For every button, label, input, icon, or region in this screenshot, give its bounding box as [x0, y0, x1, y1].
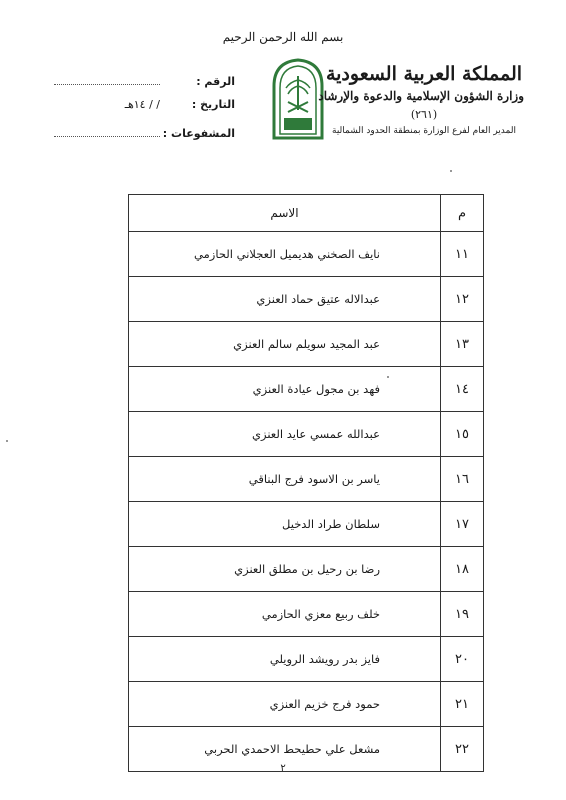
row-number: ١٧	[441, 502, 484, 547]
table-row	[129, 637, 484, 682]
bismillah: بسم الله الرحمن الرحيم	[222, 30, 344, 44]
table-row	[129, 322, 484, 367]
row-name: سلطان طراد الدخيل	[129, 502, 441, 547]
names-table	[128, 194, 484, 772]
row-name: عبدالاله عتيق حماد العنزي	[129, 277, 441, 322]
header-number: م	[441, 195, 484, 232]
row-name: ياسر بن الاسود فرج البناقي	[129, 457, 441, 502]
row-name: عبد المجيد سويلم سالم العنزي	[129, 322, 441, 367]
ministry-header	[318, 62, 524, 138]
ministry-title: وزارة الشؤون الإسلامية والدعوة والإرشاد	[318, 89, 524, 103]
row-name: فهد بن مجول عيادة العنزي	[129, 367, 441, 412]
page-number: ٢	[280, 763, 286, 774]
row-number: ١٣	[441, 322, 484, 367]
row-name: نايف الصخني هديميل العجلاني الحازمي	[129, 232, 441, 277]
table-row	[129, 412, 484, 457]
row-number: ٢٢	[441, 727, 484, 772]
attachments-label: المشفوعات :	[162, 127, 235, 140]
row-number: ١٩	[441, 592, 484, 637]
number-line	[54, 72, 160, 85]
scan-speck	[450, 170, 452, 172]
table-row	[129, 682, 484, 727]
scan-speck	[387, 376, 389, 378]
branch-title: المدير العام لفرع الوزارة بمنطقة الحدود الشمالية	[332, 126, 516, 136]
row-name: خلف ربيع معزي الحازمي	[129, 592, 441, 637]
row-number: ١٥	[441, 412, 484, 457]
table-row	[129, 502, 484, 547]
row-number: ١٤	[441, 367, 484, 412]
row-number: ١٢	[441, 277, 484, 322]
table-row	[129, 592, 484, 637]
attachments-line	[54, 124, 160, 137]
table-body	[129, 232, 484, 772]
row-name: فايز بدر رويشد الرويلي	[129, 637, 441, 682]
row-number: ١٨	[441, 547, 484, 592]
kingdom-title: المملكة العربية السعودية	[325, 63, 523, 85]
date-value: / / ١٤هـ	[124, 98, 160, 111]
ministry-code: (٢٦١)	[410, 108, 438, 121]
number-label: الرقم :	[196, 75, 235, 88]
table-row	[129, 547, 484, 592]
table-row	[129, 277, 484, 322]
row-number: ١١	[441, 232, 484, 277]
table-row	[129, 232, 484, 277]
number-field	[50, 72, 235, 98]
row-number: ١٦	[441, 457, 484, 502]
row-name: مشعل علي حطيحط الاحمدي الحربي	[129, 727, 441, 772]
row-number: ٢٠	[441, 637, 484, 682]
table-row	[129, 457, 484, 502]
date-label: التاريخ :	[191, 98, 235, 111]
date-field	[50, 98, 235, 124]
scan-speck	[6, 440, 8, 442]
table-header-row	[129, 195, 484, 232]
row-name: رضا بن رحيل بن مطلق العنزي	[129, 547, 441, 592]
row-name: عبدالله عمسي عايد العنزي	[129, 412, 441, 457]
row-number: ٢١	[441, 682, 484, 727]
attachments-field	[50, 124, 235, 150]
row-name: حمود فرج خزيم العنزي	[129, 682, 441, 727]
names-table-wrap	[128, 194, 484, 772]
table-row	[129, 367, 484, 412]
header-name: الاسم	[129, 195, 441, 232]
reference-fields	[50, 72, 235, 150]
